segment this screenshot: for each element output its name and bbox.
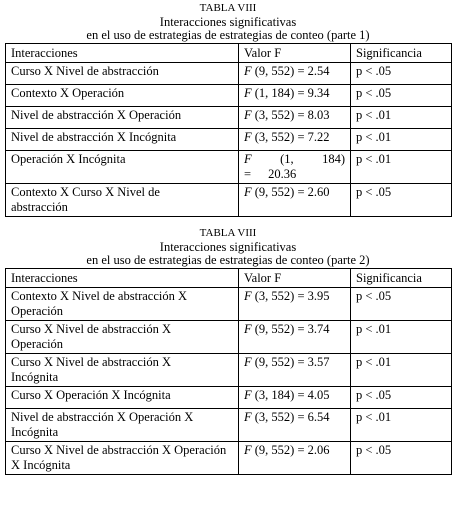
table1-header-significancia: Significancia xyxy=(351,43,452,63)
significance-cell: p < .05 xyxy=(351,387,452,409)
f-value: (9, 552) = 3.57 xyxy=(251,355,330,369)
interaction-cell: Curso X Operación X Incógnita xyxy=(6,387,239,409)
interaction-cell: Nivel de abstracción X Incógnita xyxy=(6,129,239,151)
significance-cell: p < .01 xyxy=(351,107,452,129)
table-row xyxy=(6,321,452,354)
f-value-cell xyxy=(239,63,351,85)
interaction-cell: Curso X Nivel de abstracción X Operación X Incógnita xyxy=(6,442,239,475)
table1-title-line2: en el uso de estrategias de estrategias de conteo (parte 1) xyxy=(86,28,370,42)
f-value-cell xyxy=(239,409,351,442)
significance-cell: p < .01 xyxy=(351,409,452,442)
table1-header-valor-f: Valor F xyxy=(239,43,351,63)
table-row xyxy=(6,409,452,442)
f-value-cell xyxy=(239,387,351,409)
f-value-cell xyxy=(239,288,351,321)
table2-header-valor-f: Valor F xyxy=(239,268,351,288)
interaction-cell: Nivel de abstracción X Operación xyxy=(6,107,239,129)
f-value: (9, 552) = 3.74 xyxy=(251,322,330,336)
f-symbol: F xyxy=(244,443,252,457)
table-row xyxy=(6,184,452,217)
significance-cell: p < .05 xyxy=(351,184,452,217)
f-value-cell xyxy=(239,151,351,184)
table1-title-line1: Interacciones significativas xyxy=(159,14,297,29)
significance-cell: p < .05 xyxy=(351,288,452,321)
table1 xyxy=(5,43,452,218)
f-symbol: F xyxy=(244,185,252,199)
f-symbol: F xyxy=(244,130,252,144)
table2-header-significancia: Significancia xyxy=(351,268,452,288)
f-symbol: F xyxy=(244,64,252,78)
f-value: (9, 552) = 2.06 xyxy=(251,443,330,457)
f-symbol: F xyxy=(244,322,252,336)
table-row xyxy=(6,387,452,409)
table-row xyxy=(6,354,452,387)
f-value: (1, 184) = 20.36 xyxy=(244,152,345,181)
table-row xyxy=(6,442,452,475)
interaction-cell: Nivel de abstracción X Operación X Incógnita xyxy=(6,409,239,442)
f-symbol: F xyxy=(244,289,252,303)
significance-cell: p < .05 xyxy=(351,442,452,475)
table1-label: TABLA VIII xyxy=(199,2,257,14)
significance-cell: p < .01 xyxy=(351,321,452,354)
table1-header-row xyxy=(6,43,452,63)
interaction-cell: Operación X Incógnita xyxy=(6,151,239,184)
interaction-cell: Contexto X Curso X Nivel de abstracción xyxy=(6,184,239,217)
table2-header-interacciones: Interacciones xyxy=(6,268,239,288)
f-value: (3, 552) = 8.03 xyxy=(251,108,330,122)
table2-header-row xyxy=(6,268,452,288)
f-value-cell xyxy=(239,85,351,107)
interaction-cell: Contexto X Nivel de abstracción X Operación xyxy=(6,288,239,321)
table-row xyxy=(6,129,452,151)
table1-header-interacciones: Interacciones xyxy=(6,43,239,63)
significance-cell: p < .01 xyxy=(351,129,452,151)
f-value: (3, 552) = 6.54 xyxy=(251,410,330,424)
f-value: (3, 184) = 4.05 xyxy=(251,388,330,402)
interaction-cell: Contexto X Operación xyxy=(6,85,239,107)
f-symbol: F xyxy=(244,388,252,402)
f-symbol: F xyxy=(244,410,252,424)
interaction-cell: Curso X Nivel de abstracción xyxy=(6,63,239,85)
significance-cell: p < .01 xyxy=(351,354,452,387)
table-row xyxy=(6,63,452,85)
table-row xyxy=(6,107,452,129)
f-value-cell xyxy=(239,107,351,129)
f-symbol: F xyxy=(244,355,252,369)
f-value: (9, 552) = 2.60 xyxy=(251,185,330,199)
table2-title-line1: Interacciones significativas xyxy=(159,239,297,254)
f-value: (3, 552) = 3.95 xyxy=(251,289,330,303)
f-symbol: F xyxy=(244,152,252,166)
f-value-cell xyxy=(239,442,351,475)
table2 xyxy=(5,268,452,476)
table-row xyxy=(6,85,452,107)
f-value-cell xyxy=(239,184,351,217)
table2-label: TABLA VIII xyxy=(199,227,257,239)
table2-caption xyxy=(0,227,456,268)
f-value: (3, 552) = 7.22 xyxy=(251,130,330,144)
table-row xyxy=(6,288,452,321)
f-value: (9, 552) = 2.54 xyxy=(251,64,330,78)
table1-caption xyxy=(0,0,456,43)
f-value: (1, 184) = 9.34 xyxy=(251,86,330,100)
table-row xyxy=(6,151,452,184)
f-symbol: F xyxy=(244,86,252,100)
f-symbol: F xyxy=(244,108,252,122)
f-value-cell xyxy=(239,321,351,354)
interaction-cell: Curso X Nivel de abstracción X Incógnita xyxy=(6,354,239,387)
significance-cell: p < .01 xyxy=(351,151,452,184)
table2-title-line2: en el uso de estrategias de estrategias de conteo (parte 2) xyxy=(86,253,370,267)
f-value-cell xyxy=(239,354,351,387)
f-value-cell xyxy=(239,129,351,151)
interaction-cell: Curso X Nivel de abstracción X Operación xyxy=(6,321,239,354)
significance-cell: p < .05 xyxy=(351,85,452,107)
significance-cell: p < .05 xyxy=(351,63,452,85)
